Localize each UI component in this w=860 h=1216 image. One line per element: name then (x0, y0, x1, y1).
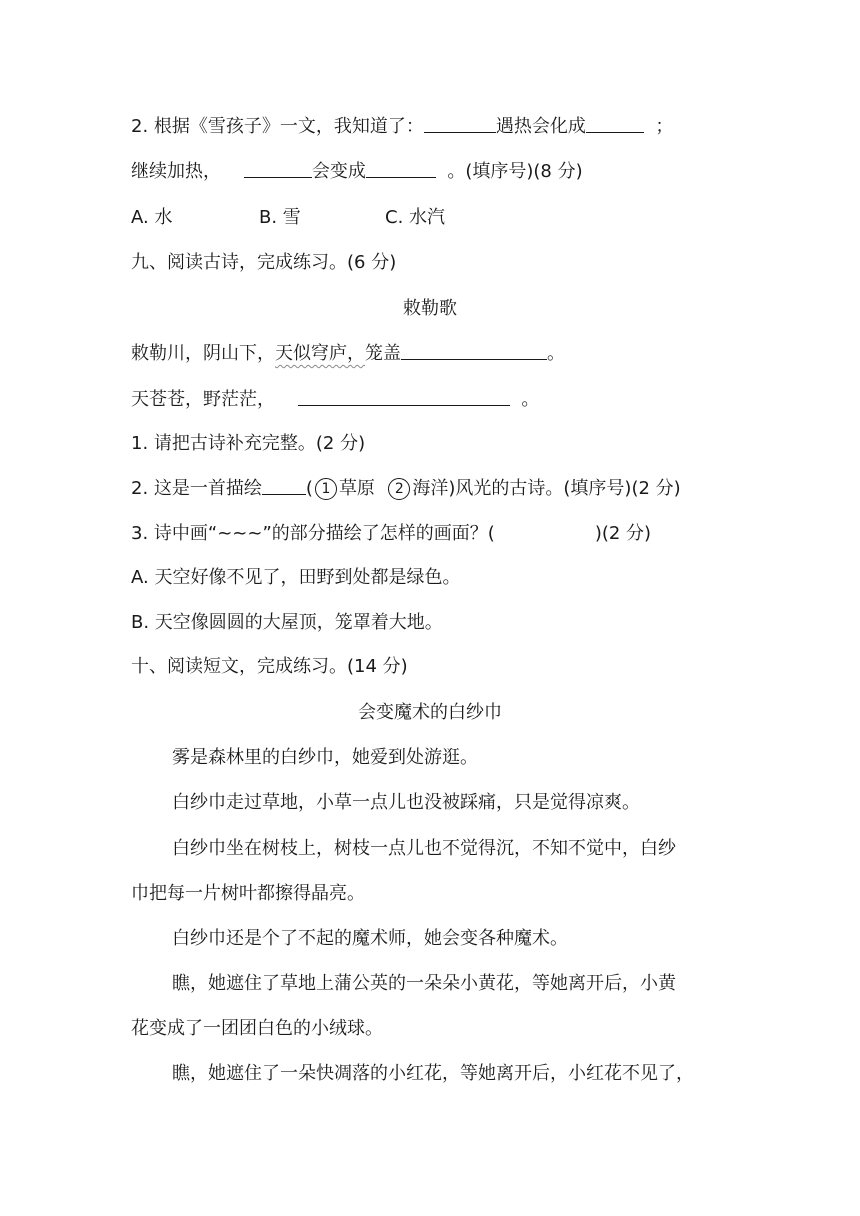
poem-line-1-text: 敕勒川，阴山下， (131, 343, 275, 364)
poem-title: 敕勒歌 (403, 298, 457, 319)
passage-paragraph-4: 白纱巾还是个了不起的魔术师，她会变各种魔术。 (172, 928, 568, 949)
q2-options (131, 204, 750, 232)
s9-q2-paren: ( (305, 478, 313, 499)
section-9-heading: 九、阅读古诗，完成练习。(6 分) (131, 252, 397, 273)
passage-paragraph-5-line-1: 瞧，她遮住了草地上蒲公英的一朵朵小黄花，等她离开后，小黄 (172, 973, 676, 994)
s9-q3-text: 3. 诗中画“~~~”的部分描绘了怎样的画面？( (131, 523, 495, 544)
q2-text-6: 。(填序号)(8 分) (447, 161, 583, 182)
passage-paragraph-2: 白纱巾走过草地，小草一点儿也没被踩痛，只是觉得凉爽。 (172, 792, 640, 813)
option-a: A. 水 (131, 207, 173, 228)
q2-blank-3[interactable] (244, 159, 312, 178)
option-c: C. 水汽 (385, 207, 446, 228)
circled-2-icon: 2 (388, 478, 410, 500)
q2-text-4: 继续加热， (131, 161, 221, 182)
q2-text-3: ； (655, 116, 674, 137)
option-b: B. 雪 (259, 207, 301, 228)
passage-paragraph-1: 雾是森林里的白纱巾，她爱到处游逛。 (172, 747, 478, 768)
section-9-option-a: A. 天空好像不见了，田野到处都是绿色。 (131, 567, 461, 588)
section-9-q3 (131, 520, 750, 548)
poem-blank-2[interactable] (298, 387, 510, 406)
passage-paragraph-3-line-2: 巾把每一片树叶都擦得晶亮。 (131, 883, 365, 904)
s9-q2-text: 2. 这是一首描绘 (131, 478, 262, 499)
section-9-option-b: B. 天空像圆圆的大屋顶，笼罩着大地。 (131, 612, 443, 633)
q2-blank-2[interactable] (586, 114, 644, 133)
s9-q2-choice-2: 海洋)风光的古诗。(填序号)(2 分) (412, 478, 681, 499)
q2-line1 (131, 113, 750, 141)
q2-blank-4[interactable] (366, 159, 436, 178)
q2-text-5: 会变成 (311, 161, 366, 182)
passage-paragraph-3-line-1: 白纱巾坐在树枝上，树枝一点儿也不觉得沉，不知不觉中，白纱 (172, 838, 676, 859)
q2-blank-1[interactable] (424, 114, 496, 133)
section-9-q1: 1. 请把古诗补充完整。(2 分) (131, 433, 366, 454)
wavy-underlined-text: 天似穹庐， (275, 343, 365, 364)
circled-1-icon: 1 (315, 478, 337, 500)
s9-q2-choice-1: 草原 (338, 478, 375, 499)
section-9-q2 (131, 475, 750, 503)
s9-q3-text-end: )(2 分) (594, 523, 652, 544)
section-10-heading: 十、阅读短文，完成练习。(14 分) (131, 656, 408, 677)
s9-q2-blank[interactable] (262, 476, 306, 495)
poem-line-1 (131, 340, 750, 368)
passage-title: 会变魔术的白纱巾 (358, 702, 502, 723)
q2-text-2: 遇热会化成 (495, 116, 586, 137)
passage-paragraph-6-line-1: 瞧，她遮住了一朵快凋落的小红花，等她离开后，小红花不见了， (172, 1063, 694, 1084)
q2-text-1: 2. 根据《雪孩子》一文，我知道了： (131, 116, 424, 137)
poem-line-2-text: 天苍苍，野茫茫， (131, 389, 275, 410)
poem-line-1-end: 。 (547, 343, 565, 364)
passage-paragraph-5-line-2: 花变成了一团团白色的小绒球。 (131, 1018, 383, 1039)
poem-line-2-end: 。 (521, 389, 540, 410)
poem-line-1-text-b: 笼盖 (365, 343, 401, 364)
q2-line2 (131, 158, 750, 186)
poem-blank-1[interactable] (401, 341, 547, 360)
poem-line-2 (131, 386, 750, 414)
